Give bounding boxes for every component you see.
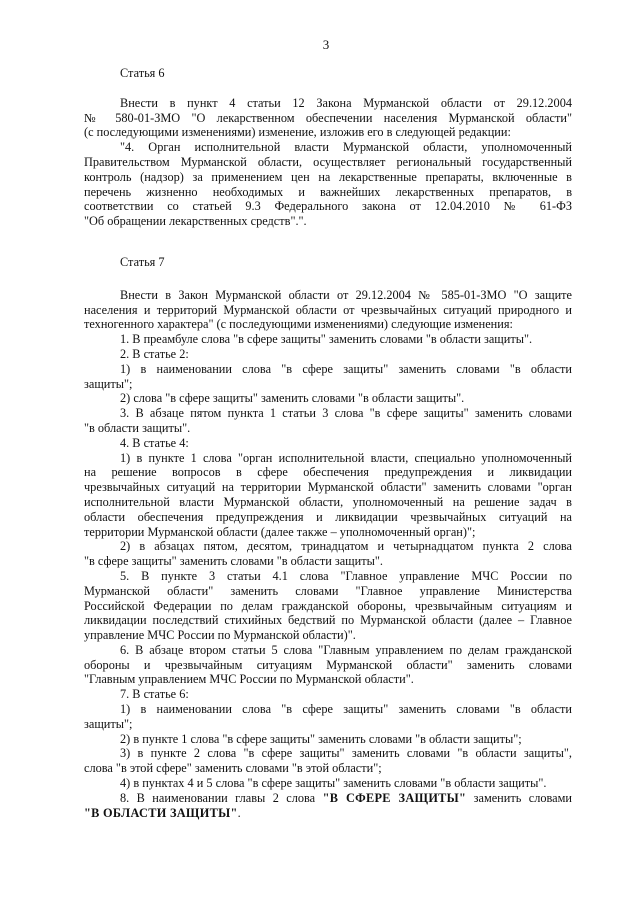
amendment-item: 3. В абзаце пятом пункта 1 статьи 3 слова "в сфере защиты" заменить словами: [120, 406, 572, 421]
amendment-item: [84, 791, 572, 806]
amendment-item: ликвидации последствий стихийных бедствий по Мурманской области (далее – Главное: [84, 613, 572, 628]
amendment-subitem: 1) в пункте 1 слова "орган исполнительной власти, специально уполномоченный: [120, 450, 572, 465]
article-6-quote-line: перечень жизненно необходимых и важнейших лекарственных препаратов, в: [84, 184, 572, 199]
amendment-subitem: 4) в пунктах 4 и 5 слова "в сфере защиты" заменить словами "в области защиты".: [120, 776, 547, 791]
article-6-quote-line: контроль (надзор) за применением цен на лекарственные препараты, включенные в: [84, 169, 572, 184]
page-number: 3: [322, 37, 330, 52]
item-8-text: заменить словами: [466, 790, 572, 805]
article-6-intro-line: Внести в пункт 4 статьи 12 Закона Мурманской области от 29.12.2004: [120, 95, 572, 110]
article-6-quote-line: "4. Орган исполнительной власти Мурманской области, уполномоченный: [120, 140, 572, 155]
amendment-subitem: территории Мурманской области (далее также – уполномоченный орган)";: [84, 524, 476, 539]
article-6-title: Статья 6: [120, 66, 165, 80]
amendment-item: 5. В пункте 3 статьи 4.1 слова "Главное управление МЧС России по: [120, 568, 572, 583]
amendment-item: Российской Федерации по делам гражданской обороны, чрезвычайным ситуациям и: [84, 598, 572, 613]
amendment-item: "в области защиты".: [84, 420, 191, 435]
amendment-item: 4. В статье 4:: [120, 435, 189, 450]
amendment-subitem: чрезвычайных ситуаций на территории Мурманской области" заменить словами "орган: [84, 480, 572, 495]
amendment-item: 1. В преамбуле слова "в сфере защиты" заменить словами "в области защиты".: [120, 332, 533, 347]
item-8-old-wording: "В СФЕРЕ ЗАЩИТЫ": [322, 790, 467, 805]
article-6-intro-line: № 580-01-ЗМО "О лекарственном обеспечении населения Мурманской области": [84, 110, 572, 125]
amendment-item: обороны и чрезвычайным ситуациям Мурманской области" заменить словами: [84, 657, 572, 672]
amendment-subitem: 1) в наименовании слова "в сфере защиты" заменить словами "в области: [120, 702, 572, 717]
article-6-quote-line: "Об обращении лекарственных средств".".: [84, 214, 307, 229]
article-7-intro-line: населения и территорий Мурманской области от чрезвычайных ситуаций природного и: [84, 302, 572, 317]
article-6-intro-line: (с последующими изменениями) изменение, изложив его в следующей редакции:: [84, 125, 511, 140]
amendment-subitem: исполнительной власти Мурманской области, уполномоченный на решение задач в: [84, 494, 572, 509]
amendment-subitem: защиты";: [84, 376, 133, 391]
amendment-item: [84, 806, 572, 821]
amendment-item: Мурманской области" заменить словами "Главное управление Министерства: [84, 583, 572, 598]
document-body: [84, 66, 572, 820]
amendment-subitem: области обеспечения предупреждения и ликвидации чрезвычайных ситуаций на: [84, 509, 572, 524]
amendment-item: 6. В абзаце втором статьи 5 слова "Главным управлением по делам гражданской: [120, 642, 572, 657]
amendment-subitem: защиты";: [84, 716, 133, 731]
item-8-new-wording: "В ОБЛАСТИ ЗАЩИТЫ": [84, 805, 238, 820]
article-6-quote-line: соответствии со статьей 9.3 Федерального закона от 12.04.2010 № 61-ФЗ: [84, 199, 572, 214]
amendment-subitem: 2) в пункте 1 слова "в сфере защиты" заменить словами "в области защиты";: [120, 731, 522, 746]
article-7-intro-line: Внести в Закон Мурманской области от 29.12.2004 № 585-01-ЗМО "О защите: [120, 287, 572, 302]
amendment-subitem: "в сфере защиты" заменить словами "в области защиты".: [84, 554, 383, 569]
item-8-end: .: [237, 805, 241, 820]
amendment-subitem: слова "в этой сфере" заменить словами "в этой области";: [84, 761, 382, 776]
amendment-item: управление МЧС России по Мурманской области)".: [84, 628, 356, 643]
amendment-item: 2. В статье 2:: [120, 346, 189, 361]
article-7-title: Статья 7: [120, 254, 165, 269]
amendment-subitem: на решение вопросов в сфере обеспечения предупреждения и ликвидации: [84, 465, 572, 480]
article-7-intro-line: техногенного характера" (с последующими изменениями) следующие изменения:: [84, 317, 513, 332]
amendment-subitem: 1) в наименовании слова "в сфере защиты" заменить словами "в области: [120, 361, 572, 376]
item-8-text: 8. В наименовании главы 2 слова: [120, 790, 323, 805]
amendment-subitem: 2) в абзацах пятом, десятом, тринадцатом и четырнадцатом пункта 2 слова: [120, 539, 572, 554]
article-6-quote-line: Правительством Мурманской области, осуществляет региональный государственный: [84, 154, 572, 169]
amendment-subitem: 3) в пункте 2 слова "в сфере защиты" заменить словами "в области защиты",: [120, 746, 572, 761]
amendment-item: "Главным управлением МЧС России по Мурманской области".: [84, 672, 414, 687]
amendment-item: 7. В статье 6:: [120, 687, 189, 702]
amendment-subitem: 2) слова "в сфере защиты" заменить словами "в области защиты".: [120, 391, 465, 406]
